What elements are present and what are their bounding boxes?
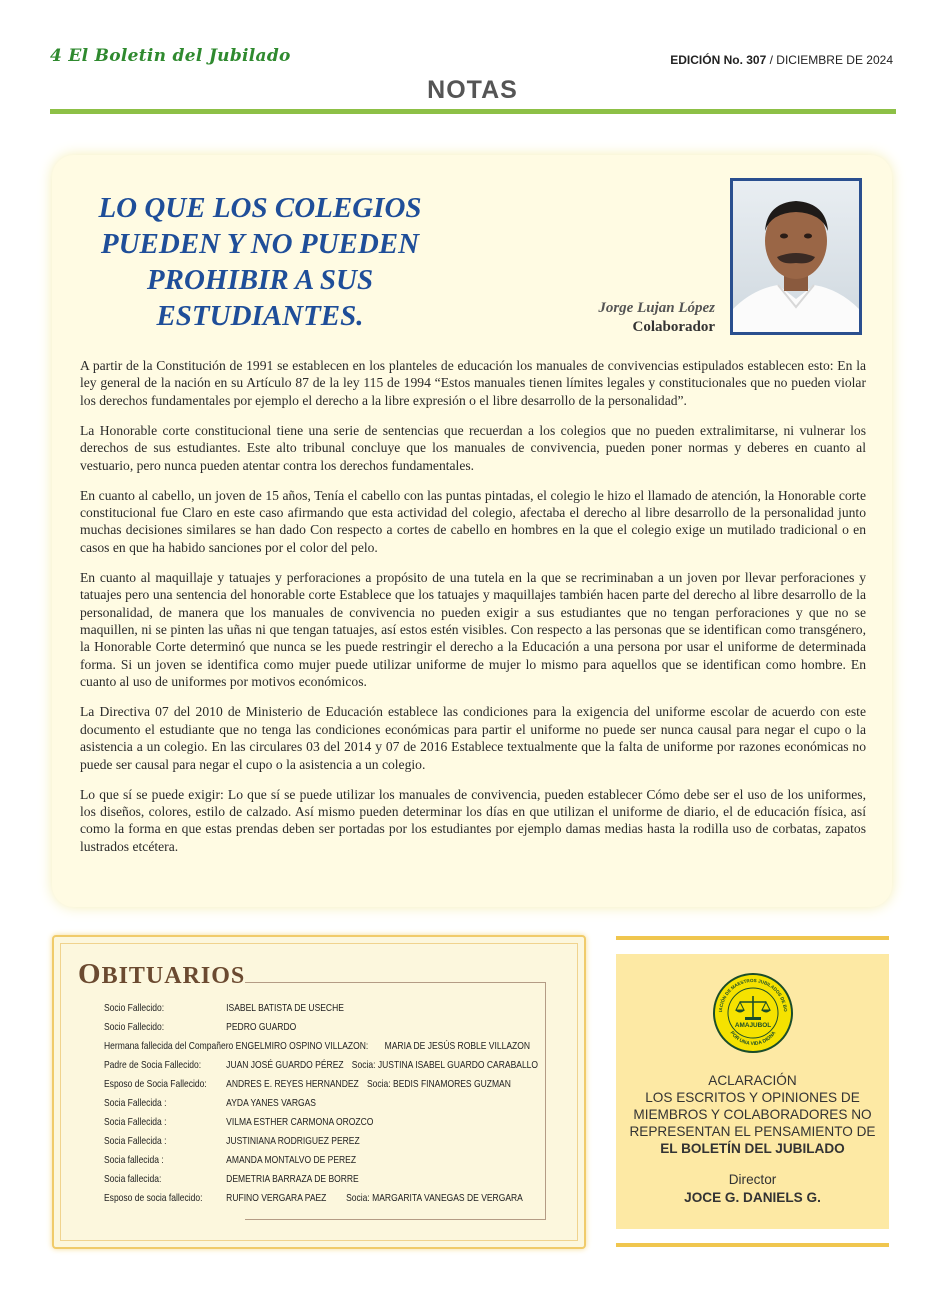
obituary-row: Socia Fallecida : JUSTINIANA RODRIGUEZ PEREZ: [104, 1136, 360, 1147]
article-body: [80, 357, 866, 868]
svg-text:ASOCIACIÓN DE MAESTROS JUBILAD: IACIÓN DE MAESTROS JUBILADOS DE BO: [718, 977, 789, 1013]
article-paragraph: La Honorable corte constitucional tiene una serie de sentencias que recuerdan a los colegios que no pueden extralimitarse, ni vulnerar los derechos de sus estudiantes. Este alto tribunal concluye que los manuales de convivencia, pueden poner normas y deberes en cuanto al vestuario, pero nunca pueden atentar contra los derechos fundamentales.: [80, 422, 866, 473]
disclaimer-rule-bottom: [616, 1243, 889, 1247]
article-paragraph: En cuanto al cabello, un joven de 15 años, Tenía el cabello con las puntas pintadas, el colegio le hizo el llamado de atención, la Honorable corte constitucional fue Claro en este caso afirmando que esta actividad del colegio, afectaba el derecho al libre desarrollo de la personalidad junto muchas decisiones similares se han dado Con respecto a cortes de cabello en hombres en la que el colegio exige un mutilado tradicional o en casos en que ha habido sanciones por el color del pelo.: [80, 487, 866, 555]
edition-number: EDICIÓN No. 307: [670, 53, 767, 67]
obituary-row: Socio Fallecido: PEDRO GUARDO: [104, 1022, 297, 1033]
director-name: JOCE G. DANIELS G.: [684, 1190, 821, 1205]
obituary-row: Hermana fallecida del Compañero ENGELMIRO OSPINO VILLAZON: MARIA DE JESÚS ROBLE VILLAZON: [104, 1041, 531, 1052]
amajubol-seal-logo: [712, 972, 794, 1054]
obituary-row: Esposo de socia fallecido: RUFINO VERGARA PAEZ Socia: MARGARITA VANEGAS DE VERGARA: [104, 1193, 523, 1204]
svg-text:AMAJUBOL: AMAJUBOL: [734, 1022, 772, 1029]
author-byline: [598, 299, 715, 337]
edition-date: / DICIEMBRE DE 2024: [769, 53, 893, 67]
obituary-row: Socio Fallecido: ISABEL BATISTA DE USECHE: [104, 1003, 344, 1014]
article-headline: LO QUE LOS COLEGIOS PUEDEN Y NO PUEDEN PROHIBIR A SUS ESTUDIANTES.: [98, 192, 422, 332]
disclaimer-rule-top: [616, 936, 889, 940]
svg-text:POR UNA VIDA DIGNA: POR UNA VIDA DIGNA: [728, 1030, 778, 1048]
obituary-row: Socia fallecida : AMANDA MONTALVO DE PEREZ: [104, 1155, 357, 1166]
obituaries-rule-top: [245, 982, 545, 983]
author-photo: [730, 178, 862, 335]
page-number-masthead: 4 El Boletin del Jubilado: [50, 46, 291, 66]
article-paragraph: A partir de la Constitución de 1991 se establecen en los planteles de educación los manuales de convivencias estipulados establecen esto: En la ley general de la nación en su Artículo 87 de la ley 115 de 1994 “Estos manuales tienen límites legales y constitucionales que no pueden violar los derechos fundamentales por ejemplo el derecho a la libre expresión o el libre desarrollo de la personalidad”.: [80, 358, 866, 408]
header-divider: [50, 109, 896, 114]
director-label: Director: [728, 1172, 777, 1187]
article-paragraph: Lo que sí se puede exigir: Lo que sí se puede utilizar los manuales de convivencia, pueden establecer Cómo debe ser el uso de los uniformes, los diseños, colores, estilo de calzado. Así mismo pueden determinar los días en que utilizan el uniforme de diario, el de educación física, así como la forma en que estas prendas deben ser portadas por los estudiantes por ejemplo damas medias hasta la rodilla uso de corbatas, zapatos lustrados etcétera.: [80, 786, 866, 854]
obituaries-rule-right: [545, 982, 546, 1220]
director-credit: [616, 1171, 889, 1207]
article-paragraph: En cuanto al maquillaje y tatuajes y perforaciones a propósito de una tutela en la que se recriminaban a un joven por llevar perforaciones y tatuajes pero una sentencia del honorable corte Establece que los tatuajes y maquillajes también hacen parte del derecho al libre desarrollo de la personalidad, de manera que los manuales de convivencia no pueden exigir a sus estudiantes que no tengan perforaciones y que no se maquillen, ni se pinten las uñas ni que tengan tatuajes, así estos estén visibles. Con respecto a las personas que se identifican como transgénero, la Honorable Corte determinó que nunca se les puede restringir el derecho a la Educación a una persona por usar el uniforme de determinada forma. Si un joven se identifica como mujer puede utilizar uniforme de mujer lo mismo para aquellos que se identifican como hombre. En cuanto al uso de uniformes por motivos económicos.: [80, 569, 866, 690]
obituary-row: Socia Fallecida : VILMA ESTHER CARMONA OROZCO: [104, 1117, 374, 1128]
obituaries-title: OBITUARIOS: [78, 958, 246, 990]
author-name: Jorge Lujan López: [598, 300, 715, 316]
obituary-row: Padre de Socia Fallecido: JUAN JOSÉ GUARDO PÉREZ Socia: JUSTINA ISABEL GUARDO CARABALLO: [104, 1060, 539, 1071]
obituaries-rule-bottom: [245, 1219, 545, 1220]
author-portrait-image: [733, 181, 859, 332]
article-paragraph: La Directiva 07 del 2010 de Ministerio de Educación establece las condiciones para la exigencia del uniforme escolar de acuerdo con este documento el estudiante que no tenga las condiciones económicas para partir el uniforme no puede ser nunca causal para negar el cupo o la asistencia a un colegio. En las circulares 03 del 2014 y 07 de 2016 Establece textualmente que la falta de uniforme por razones económicas no puede ser causal para negar el cupo o la asistencia a un colegio.: [80, 704, 866, 772]
disclaimer-text: ACLARACIÓN LOS ESCRITOS Y OPINIONES DE MIEMBROS Y COLABORADORES NO REPRESENTAN EL PENSAMIENTO DE EL BOLETÍN DEL JUBILADO: [629, 1073, 876, 1156]
author-role: Colaborador: [632, 319, 715, 335]
edition-info: [670, 53, 893, 67]
section-title: NOTAS: [427, 76, 518, 104]
obituary-row: Socia fallecida: DEMETRIA BARRAZA DE BORRE: [104, 1174, 359, 1185]
obituary-row: Esposo de Socia Fallecido: ANDRES E. REYES HERNANDEZ Socia: BEDIS FINAMORES GUZMAN: [104, 1079, 511, 1090]
obituary-row: Socia Fallecida : AYDA YANES VARGAS: [104, 1098, 316, 1109]
